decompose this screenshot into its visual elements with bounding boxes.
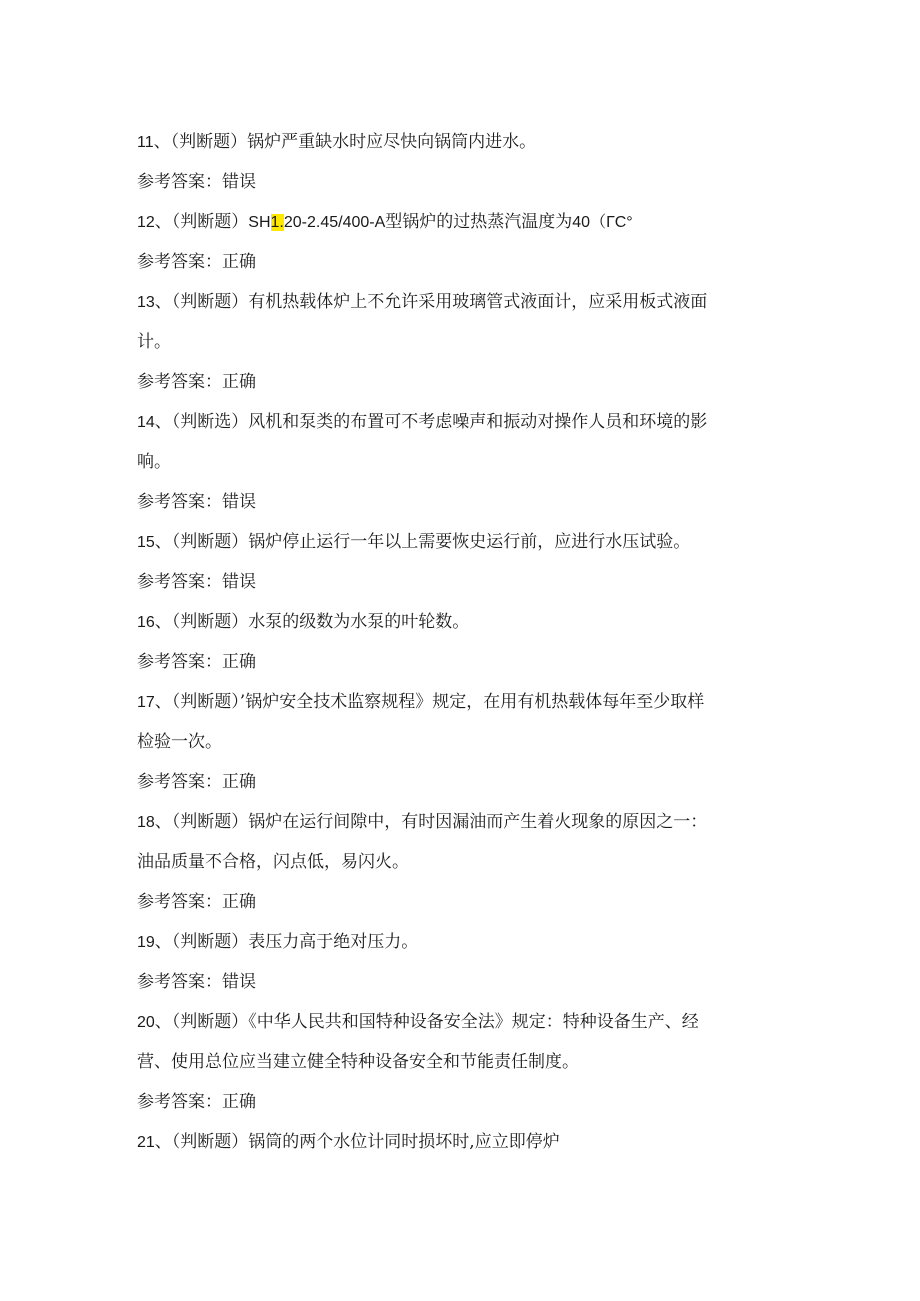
- question-19: [137, 922, 787, 962]
- question-text: （判断题）表压力高于绝对压力。: [171, 932, 419, 952]
- question-separator: 、: [154, 932, 172, 952]
- question-text-middle: 型锅炉的过热蒸汽温度为: [385, 212, 573, 232]
- question-separator: 、: [154, 412, 172, 432]
- question-separator: 、: [154, 1132, 172, 1152]
- question-text: （判断题）《中华人民共和国特种设备安全法》规定：特种设备生产、经: [171, 1012, 699, 1032]
- question-text: （判断题）锅炉在运行间隙中，有时因漏油而产生着火现象的原因之一：: [171, 812, 708, 832]
- question-text: （判断题）有机热载体炉上不允许采用玻璃管式液面计，应采用板式液面: [171, 292, 708, 312]
- question-18: [137, 802, 787, 842]
- question-14: [137, 402, 787, 442]
- answer-17: 参考答案：正确: [137, 772, 256, 792]
- question-11: [137, 122, 787, 162]
- model-code-part-a: SH: [248, 214, 271, 231]
- question-text: （判断题）锅炉严重缺水时应尽快向锅筒内进水。: [170, 132, 537, 152]
- question-number: 12: [137, 214, 155, 231]
- answer-13: 参考答案：正确: [137, 372, 256, 392]
- question-number: 16: [137, 614, 155, 631]
- question-text: （判断题）水泵的级数为水泵的叶轮数。: [171, 612, 470, 632]
- question-text: （判断题）锅筒的两个水位计同时损坏时,应立即停炉: [171, 1132, 560, 1152]
- question-17: [137, 682, 787, 722]
- question-13: [137, 282, 787, 322]
- question-20: [137, 1002, 787, 1042]
- question-separator: 、: [154, 812, 172, 832]
- question-17-continued: 检验一次。: [137, 732, 222, 752]
- question-list: [137, 122, 787, 1162]
- highlighted-text: 1.: [270, 214, 284, 231]
- question-20-continued: 营、使用总位应当建立健全特种设备安全和节能责任制度。: [137, 1052, 579, 1072]
- question-number: 13: [137, 294, 155, 311]
- question-separator: 、: [154, 692, 172, 712]
- question-16: [137, 602, 787, 642]
- question-separator: 、: [154, 532, 172, 552]
- question-text: （判断题）锅炉停止运行一年以上需要恢史运行前，应进行水压试验。: [171, 532, 691, 552]
- answer-11: 参考答案：错误: [137, 172, 256, 192]
- question-separator: 、: [154, 1012, 172, 1032]
- question-separator: 、: [154, 292, 172, 312]
- answer-20: 参考答案：正确: [137, 1092, 256, 1112]
- model-code-part-b: 20-2.45/400-A: [283, 214, 386, 231]
- question-number: 17: [137, 694, 155, 711]
- question-15: [137, 522, 787, 562]
- answer-18: 参考答案：正确: [137, 892, 256, 912]
- temperature-value: 40（ГC°: [572, 214, 633, 231]
- question-text: （判断题）’锅炉安全技术监察规程》规定，在用有机热载体每年至少取样: [171, 692, 705, 712]
- answer-15: 参考答案：错误: [137, 572, 256, 592]
- question-18-continued: 油品质量不合格，闪点低，易闪火。: [137, 852, 409, 872]
- question-number: 21: [137, 1134, 155, 1151]
- question-number: 14: [137, 414, 155, 431]
- question-14-continued: 响。: [137, 452, 171, 472]
- question-12: [137, 202, 787, 242]
- question-13-continued: 计。: [137, 332, 171, 352]
- answer-14: 参考答案：错误: [137, 492, 256, 512]
- question-21: [137, 1122, 787, 1162]
- answer-19: 参考答案：错误: [137, 972, 256, 992]
- answer-12: 参考答案：正确: [137, 252, 256, 272]
- question-text-prefix: （判断题）: [171, 212, 249, 232]
- question-number: 19: [137, 934, 155, 951]
- question-number: 20: [137, 1014, 155, 1031]
- question-separator: 、: [153, 132, 171, 152]
- question-separator: 、: [154, 212, 172, 232]
- question-number: 18: [137, 814, 155, 831]
- question-text: （判断选）风机和泵类的布置可不考虑噪声和振动对操作人员和环境的影: [171, 412, 708, 432]
- question-number: 11: [137, 134, 154, 151]
- question-number: 15: [137, 534, 155, 551]
- question-separator: 、: [154, 612, 172, 632]
- answer-16: 参考答案：正确: [137, 652, 256, 672]
